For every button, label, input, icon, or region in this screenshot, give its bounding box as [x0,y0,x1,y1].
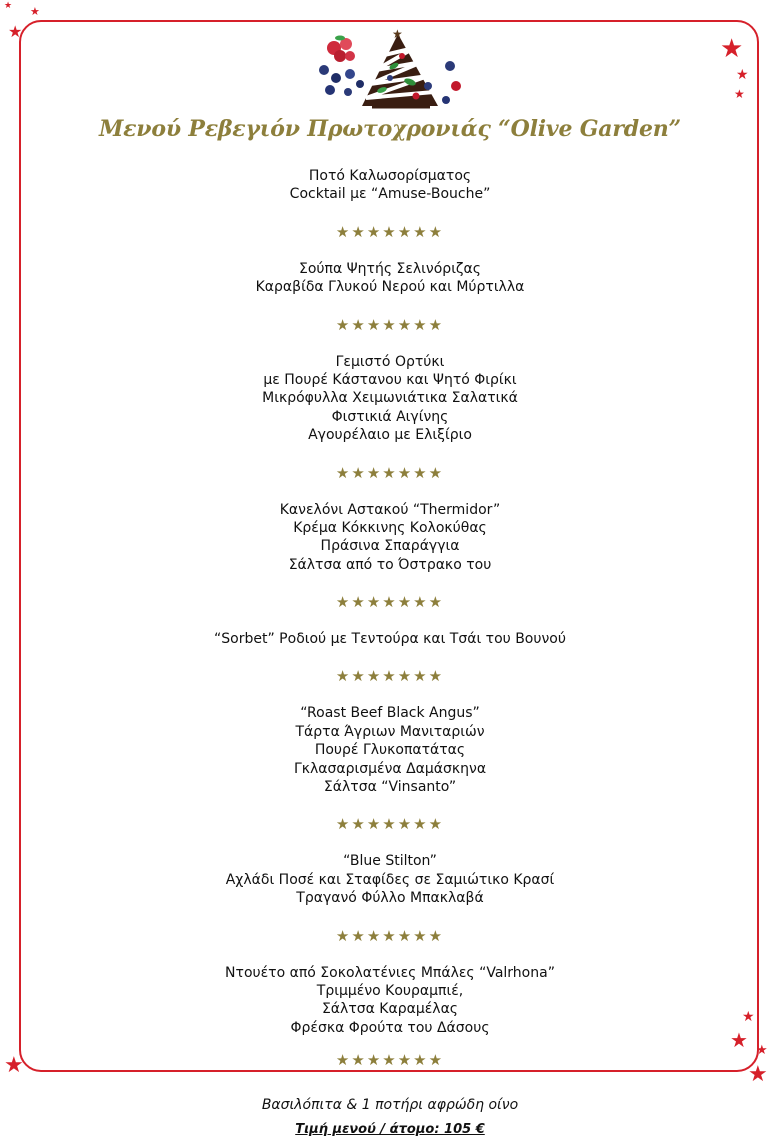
menu-item: Ντουέτο από Σοκολατένιες Μπάλες “Valrhona” [225,964,555,981]
star-icon: ★ [4,1053,24,1078]
menu-item: “Sorbet” Ροδιού με Τεντούρα και Τσάι του Βουνού [214,631,566,648]
star-separator: ★★★★★★★ [335,815,445,834]
menu-item: με Πουρέ Κάστανου και Ψητό Φιρίκι [263,371,517,388]
svg-text:★: ★ [392,27,403,41]
star-separator: ★★★★★★★ [335,222,445,241]
menu-item: Κρέμα Κόκκινης Κολοκύθας [293,519,487,536]
menu-course [0,167,780,204]
menu-price: Τιμή μενού / άτομο: 105 € [295,1122,485,1138]
star-icon: ★ [8,22,23,41]
star-separator: ★★★★★★★ [335,315,445,334]
menu-course [0,353,780,445]
menu-item: Τραγανό Φύλλο Μπακλαβά [296,890,484,907]
star-separator: ★★★★★★★ [335,926,445,945]
christmas-tree-dessert-image [310,26,470,112]
menu-item: “Blue Stilton” [343,853,437,870]
menu-item: Αγουρέλαιο με Ελιξίριο [308,427,472,444]
menu-item: Πράσινα Σπαράγγια [320,538,460,555]
menu-course [0,964,780,1038]
star-icon: ★ [756,1043,768,1058]
star-icon: ★ [734,87,745,101]
menu-item: Φρέσκα Φρούτα του Δάσους [290,1019,490,1036]
menu-item: “Roast Beef Black Angus” [300,705,480,722]
star-icon: ★ [748,1062,768,1087]
menu-body [0,167,780,1141]
menu-item: Αχλάδι Ποσέ και Σταφίδες σε Σαμιώτικο Κρασί [225,871,555,888]
menu-course [0,501,780,575]
menu-item: Πουρέ Γλυκοπατάτας [314,742,466,759]
menu-item: Σάλτσα από το Όστρακο του [288,556,492,573]
menu-item: Cocktail με “Amuse-Bouche” [289,186,491,203]
menu-item: Τάρτα Άγριων Μανιταριών [295,723,485,740]
menu-course [0,630,780,648]
menu-course [0,260,780,297]
menu-item: Κανελόνι Αστακού “Thermidor” [279,501,501,518]
menu-course [0,852,780,907]
menu-item: Μικρόφυλλα Χειμωνιάτικα Σαλατικά [262,390,518,407]
extra-note: Βασιλόπιτα & 1 ποτήρι αφρώδη οίνο [261,1097,519,1114]
menu-item: Γκλασαρισμένα Δαμάσκηνα [293,760,487,777]
star-icon: ★ [720,34,744,64]
menu-item: Σάλτσα “Vinsanto” [323,779,457,796]
star-separator: ★★★★★★★ [335,593,445,612]
star-separator: ★★★★★★★ [335,1051,445,1070]
menu-item: Γεμιστό Ορτύκι [335,353,445,370]
menu-course [0,704,780,796]
star-icon: ★ [730,1028,748,1052]
menu-item: Σούπα Ψητής Σελινόριζας [299,260,481,277]
menu-item: Φιστικιά Αιγίνης [331,408,449,425]
menu-item: Σάλτσα Καραμέλας [321,1001,459,1018]
star-icon: ★ [736,67,749,83]
star-icon: ★ [30,5,40,18]
star-separator: ★★★★★★★ [335,463,445,482]
star-separator: ★★★★★★★ [335,667,445,686]
menu-item: Καραβίδα Γλυκού Νερού και Μύρτιλλα [255,279,525,296]
menu-title: Μενού Ρεβεγιόν Πρωτοχρονιάς “Olive Garden” [98,116,681,142]
menu-item: Ποτό Καλωσορίσματος [308,168,472,184]
star-icon: ★ [4,1,13,11]
menu-item: Τριμμένο Κουραμπιέ, [316,982,464,999]
star-icon: ★ [742,1009,755,1025]
